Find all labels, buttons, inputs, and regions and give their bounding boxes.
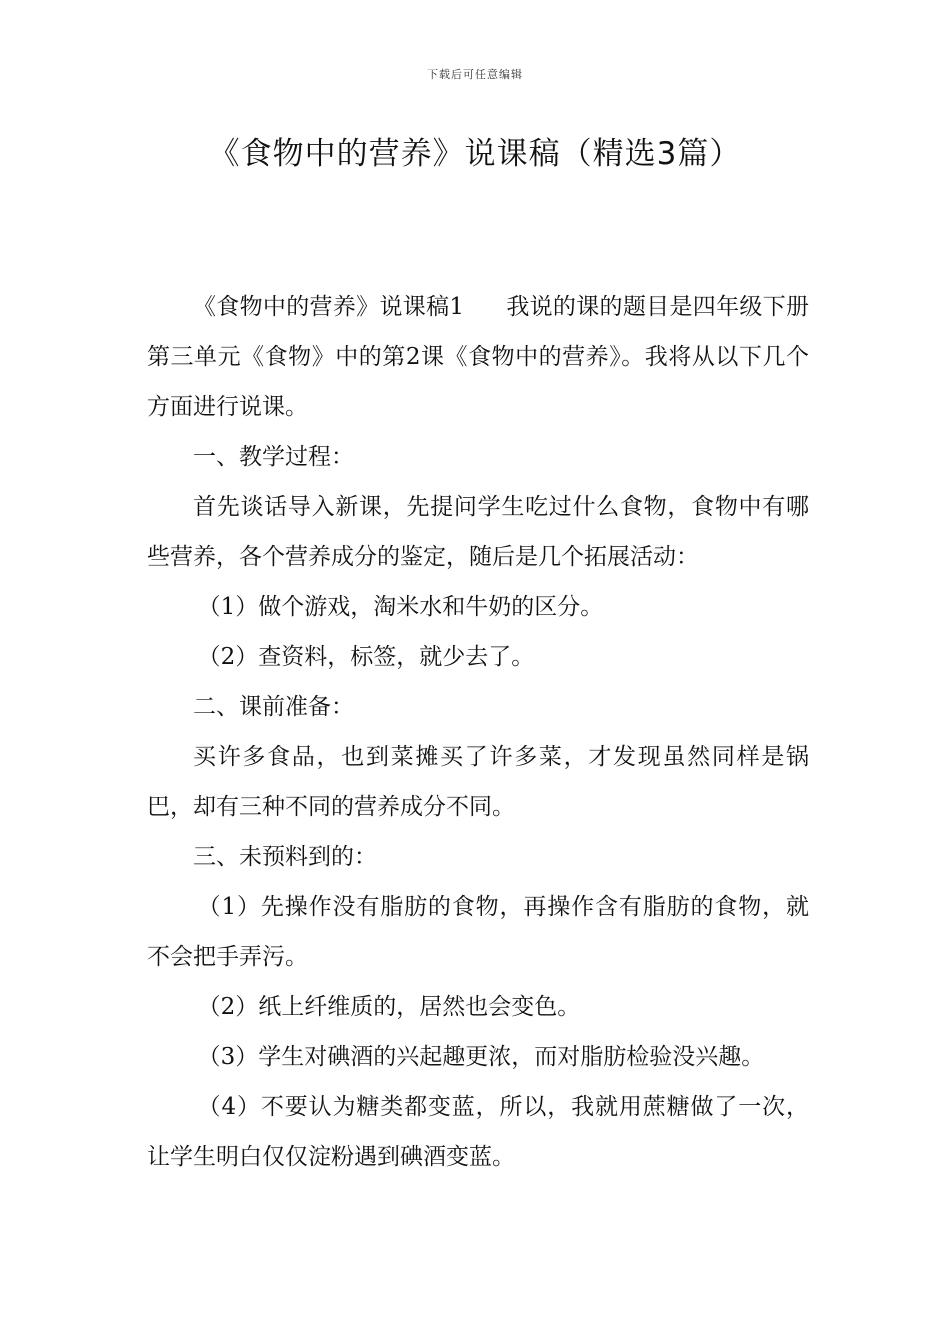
paragraph-intro-lead: 《食物中的营养》说课稿1 — [193, 294, 465, 320]
paragraph-intro-text: 我说的课的题目是四年级下册第三单元《食物》中的第2课《食物中的营养》。我将从以下几个方面进行说课。 — [147, 294, 810, 420]
document-title: 《食物中的营养》说课稿（精选3篇） — [208, 136, 742, 172]
list-item: （4）不要认为糖类都变蓝，所以，我就用蔗糖做了一次，让学生明白仅仅淀粉遇到碘酒变蓝。 — [147, 1094, 809, 1170]
list-item: （2）纸上纤维质的，居然也会变色。 — [197, 994, 581, 1020]
paragraph-teaching-process: 首先谈话导入新课，先提问学生吃过什么食物，食物中有哪些营养，各个营养成分的鉴定，随后是几个拓展活动： — [147, 494, 809, 570]
paragraph-preparation: 买许多食品，也到菜摊买了许多菜，才发现虽然同样是锅巴，却有三种不同的营养成分不同。 — [147, 744, 809, 820]
list-item: （1）做个游戏，淘米水和牛奶的区分。 — [197, 594, 604, 620]
document-body — [147, 282, 809, 1182]
list-item: （2）查资料，标签，就少去了。 — [197, 644, 535, 670]
section-heading-preparation: 二、课前准备： — [193, 694, 354, 720]
list-item: （1）先操作没有脂肪的食物，再操作含有脂肪的食物，就不会把手弄污。 — [147, 894, 809, 970]
header-note: 下载后可任意编辑 — [427, 68, 523, 81]
list-item: （3）学生对碘酒的兴起趣更浓，而对脂肪检验没兴趣。 — [197, 1044, 765, 1070]
section-heading-teaching-process: 一、教学过程： — [193, 444, 354, 470]
section-heading-unexpected: 三、未预料到的： — [193, 844, 377, 870]
paragraph-intro — [147, 282, 809, 432]
